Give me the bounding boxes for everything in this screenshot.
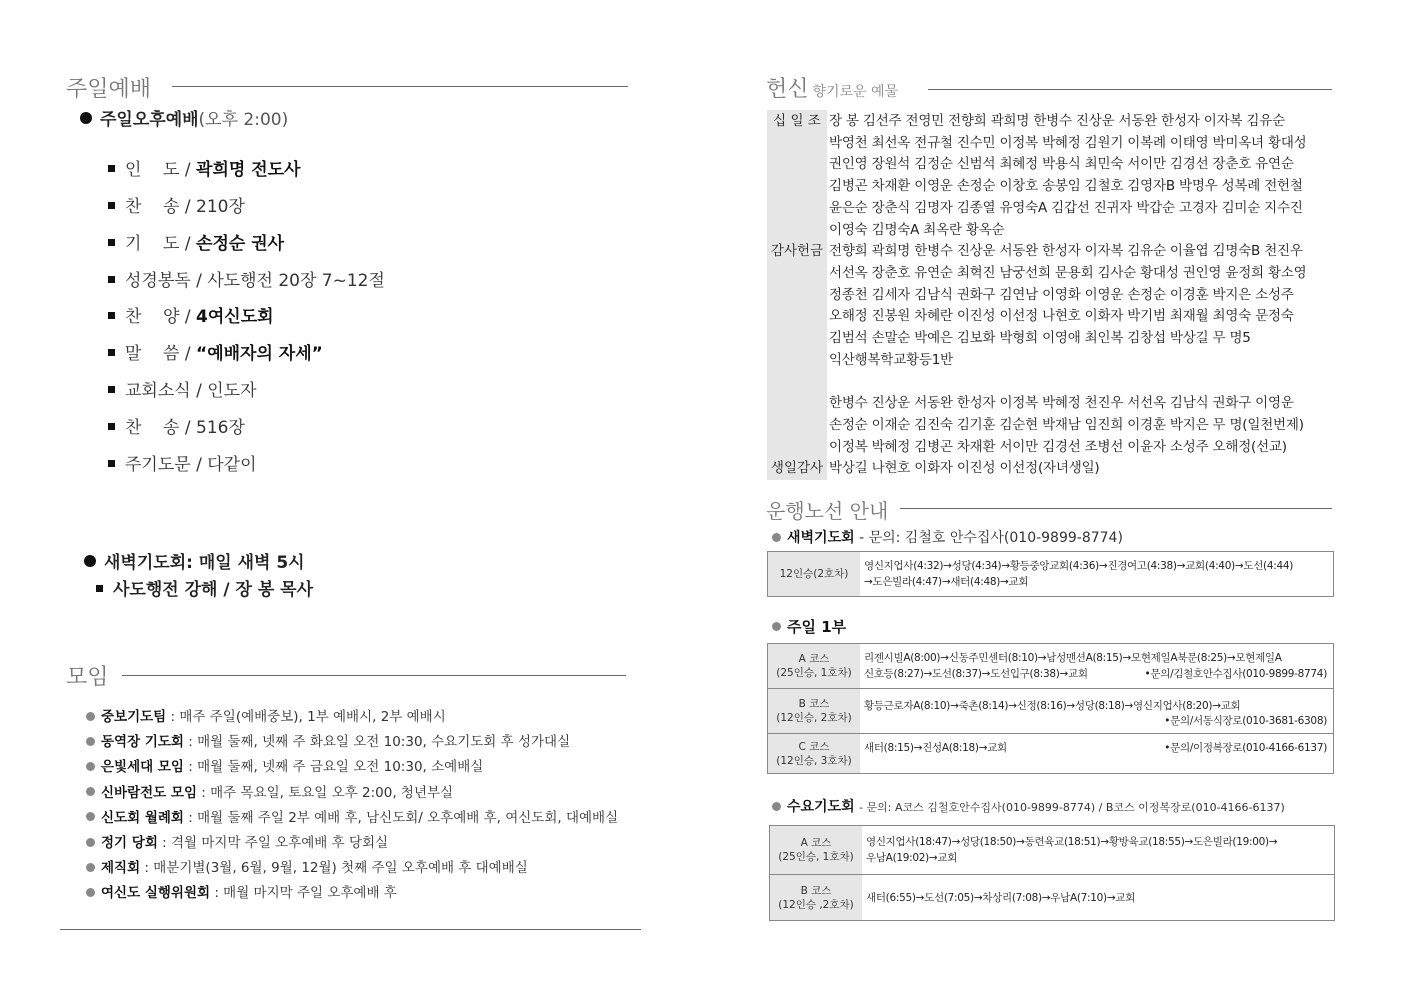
- bus-route-row: [768, 644, 1333, 688]
- bus-label-line: C 코스: [798, 740, 830, 753]
- bullet-icon: [86, 762, 95, 771]
- bus-label-line: B 코스: [798, 698, 830, 710]
- offering-names-line: 이영숙 김명숙A 최옥란 황옥순: [829, 221, 1005, 238]
- order-item: [108, 339, 323, 364]
- bus-route-contact: •문의/이정복장로(010-4166-6137): [1164, 742, 1327, 754]
- bus-route-stops: 리젠시빌A(8:00)→신동주민센터(8:10)→남성맨션A(8:15)→모현제일A북문(8:25)→모현제일A: [864, 652, 1282, 664]
- order-separator: /: [190, 455, 208, 475]
- bus-route-label: [768, 552, 860, 596]
- bullet-icon: [86, 838, 95, 847]
- bus-label-line: 12인승(2호차): [779, 568, 849, 580]
- meeting-item: [86, 831, 388, 851]
- meeting-desc: 매분기별(3월, 6월, 9월, 12월) 첫째 주일 오후예배 후 대예배실: [153, 860, 528, 877]
- service-name: 주일오후예배: [100, 110, 199, 130]
- order-item: [108, 155, 300, 180]
- offering-names-line: 익산행복학교황등1반: [829, 351, 953, 368]
- wednesday-bus-heading: [772, 796, 1285, 816]
- wednesday-bus-table: [769, 825, 1335, 921]
- bus-label-line: B 코스: [800, 884, 832, 897]
- square-bullet-icon: [108, 202, 115, 209]
- bus-route-stops: 영신지업사(18:47)→성당(18:50)→동련육교(18:51)→황방육교(18:55)→도은빌라(19:00)→: [866, 836, 1278, 848]
- meeting-desc: 매월 둘째, 넷째 주 화요일 오전 10:30, 수요기도회 후 성가대실: [197, 734, 571, 751]
- bottom-rule: [60, 929, 641, 930]
- bus-route-row: [770, 874, 1334, 920]
- meeting-name: 은빛세대 모임: [101, 759, 184, 776]
- bullet-icon: [772, 802, 781, 811]
- meeting-item: [86, 781, 453, 801]
- order-item: [108, 450, 257, 475]
- square-bullet-icon: [108, 312, 115, 319]
- offering-label-column: [767, 110, 827, 478]
- order-value: 다같이: [207, 455, 257, 475]
- order-value: 곽희명 전도사: [196, 160, 301, 180]
- meeting-separator: :: [183, 734, 198, 751]
- bus-route-label: [770, 875, 862, 920]
- bus-label-line: A 코스: [798, 653, 830, 665]
- offering-section-title: [766, 72, 898, 103]
- sunday-bus-heading: [772, 616, 846, 637]
- bus-route-stops: 새터(8:15)→진성A(8:18)→교회: [864, 742, 1007, 754]
- offering-names-line: 이정복 박혜정 김병곤 차재환 서이만 김경선 조병선 이윤자 소성주 오해정(선교): [829, 438, 1287, 455]
- meeting-item: [86, 881, 397, 901]
- service-heading: [80, 105, 288, 130]
- offering-names-line: 김병곤 차재환 이영운 손정순 이창호 송봉임 김철호 김영자B 박명우 성복례 전헌철: [829, 178, 1303, 195]
- bullet-icon: [86, 863, 95, 872]
- offering-names-line: 박상길 나현호 이화자 이진성 이선정(자녀생일): [829, 460, 1100, 477]
- order-label: 찬 양: [125, 307, 180, 327]
- order-separator: /: [179, 234, 197, 254]
- offering-names-line: 윤은순 장춘식 김명자 김종열 유영숙A 김갑선 진귀자 박갑순 고경자 김미순 지수진: [829, 199, 1303, 216]
- square-bullet-icon: [108, 460, 115, 467]
- dawn-detail-text: 사도행전 강해 / 장 봉 목사: [113, 580, 314, 600]
- meeting-item: [86, 806, 618, 826]
- bus-route-label: [768, 689, 860, 733]
- wednesday-bus-contact: - 문의: A코스 김철호안수집사(010-9899-8774) / B코스 이정복장로(010-4166-6137): [859, 801, 1285, 814]
- dawn-bus-table: [767, 551, 1334, 597]
- meetings-section-title: 모임: [66, 665, 109, 690]
- square-bullet-icon: [108, 349, 115, 356]
- bus-route-stops: 우남A(19:02)→교회: [866, 852, 958, 864]
- bus-route-stops: 영신지업사(4:32)→성당(4:34)→황등중앙교회(4:36)→진경여고(4:38)→교회(4:40)→도선(4:44): [864, 560, 1294, 572]
- meeting-separator: :: [157, 835, 172, 851]
- square-bullet-icon: [108, 239, 115, 246]
- bullet-icon: [86, 888, 95, 897]
- bus-route-stops: →도은빌라(4:47)→새터(4:48)→교회: [864, 576, 1029, 588]
- dawn-prayer-heading: [84, 548, 305, 573]
- order-value: 516장: [196, 418, 245, 438]
- order-item: [108, 266, 385, 291]
- offering-title-rule: [928, 89, 1332, 90]
- bus-route-label: [768, 644, 860, 688]
- order-label: 찬 송: [125, 197, 180, 217]
- offering-group-label: 십 일 조: [767, 111, 827, 133]
- meeting-item: [86, 730, 570, 750]
- bus-route-row: [768, 688, 1333, 733]
- bus-route-stops: 새터(6:55)→도선(7:05)→차상리(7:08)→우남A(7:10)→교회: [866, 892, 1136, 904]
- meeting-item: [86, 755, 483, 775]
- meeting-separator: :: [183, 809, 198, 826]
- meeting-name: 정기 당회: [101, 835, 158, 851]
- order-value: “예배자의 자세”: [196, 344, 323, 364]
- worship-section-title: 주일예배: [66, 77, 152, 102]
- meeting-separator: :: [166, 709, 180, 725]
- sunday-bus-title: 주일 1부: [787, 618, 847, 636]
- offering-title: 헌신: [766, 77, 809, 102]
- meetings-title-rule: [122, 675, 626, 676]
- meeting-name: 신도회 월례회: [101, 809, 184, 826]
- offering-names-line: 정종천 김세자 김남식 권화구 김연남 이영화 이영운 손정순 이경훈 박지은 소성주: [829, 286, 1294, 303]
- order-label: 기 도: [125, 234, 180, 254]
- bus-route-contact: •문의/김철호안수집사(010-9899-8774): [1144, 668, 1327, 680]
- bus-label-line: A 코스: [800, 837, 832, 849]
- offering-names-line: 전향희 곽희명 한병수 진상운 서동완 한성자 이자복 김유순 이율엽 김명숙B 천진우: [829, 243, 1303, 260]
- square-bullet-icon: [108, 276, 115, 283]
- offering-names-line: 김범석 손말순 박예은 김보화 박형희 이영애 최인복 김창섭 박상길 무 명5: [829, 330, 1251, 346]
- square-bullet-icon: [96, 585, 103, 592]
- bus-label-line: (12인승 ,2호차): [778, 898, 854, 911]
- meeting-separator: :: [140, 860, 154, 877]
- bus-route-stops: 황등근로자A(8:10)→죽촌(8:14)→신정(8:16)→성당(8:18)→영신지업사(8:20)→교회: [864, 699, 1241, 712]
- dawn-bus-title: 새벽기도회: [787, 530, 855, 546]
- meeting-desc: 매주 주일(예배중보), 1부 예배시, 2부 예배시: [179, 709, 446, 725]
- order-separator: /: [190, 271, 208, 291]
- order-label: 말 씀: [125, 344, 180, 364]
- order-value: 4여신도회: [196, 307, 274, 327]
- order-separator: /: [190, 381, 208, 401]
- square-bullet-icon: [108, 165, 115, 172]
- square-bullet-icon: [108, 423, 115, 430]
- order-separator: /: [179, 418, 197, 438]
- order-label: 성경봉독: [125, 271, 191, 291]
- meeting-desc: 격월 마지막 주일 오후예배 후 당회실: [171, 835, 389, 851]
- order-value: 사도행전 20장 7~12절: [207, 271, 385, 291]
- meeting-separator: :: [210, 885, 224, 902]
- worship-title-rule: [172, 86, 628, 87]
- order-separator: /: [179, 307, 197, 327]
- dawn-bus-contact: - 문의: 김철호 안수집사(010-9899-8774): [859, 530, 1123, 546]
- bus-route-row: [768, 552, 1333, 596]
- bus-title-rule: [900, 508, 1332, 509]
- order-label: 찬 송: [125, 418, 180, 438]
- meeting-name: 동역장 기도회: [101, 734, 184, 751]
- meeting-desc: 매주 목요일, 토요일 오후 2:00, 청년부실: [210, 784, 454, 801]
- offering-names-line: 한병수 진상운 서동완 한성자 이정복 박혜정 천진우 서선옥 김남식 권화구 이영운: [829, 395, 1294, 412]
- order-label: 주기도문: [125, 455, 191, 475]
- bus-section-title: 운행노선 안내: [766, 499, 889, 523]
- offering-group-label: 감사헌금: [767, 241, 827, 263]
- wednesday-bus-title: 수요기도회: [787, 799, 855, 815]
- offering-names-line: 오해정 진봉원 차혜란 이진성 이선정 나현호 이화자 박기범 최재월 최영숙 문정숙: [829, 308, 1294, 325]
- offering-names-line: 서선옥 장춘호 유연순 최혁진 남궁선희 문용회 김사순 황대성 권인영 윤정희 황소영: [829, 264, 1307, 281]
- order-separator: /: [179, 197, 197, 217]
- offering-names-line: 박영천 최선옥 전규철 진수민 이정복 박혜정 김원기 이복례 이태영 박미옥녀 황대성: [829, 134, 1307, 151]
- order-value: 210장: [196, 197, 245, 217]
- bus-route-label: [768, 734, 860, 773]
- bus-route-stops: 신호등(8:27)→도선(8:37)→도선입구(8:38)→교회: [864, 668, 1088, 680]
- order-item: [108, 376, 257, 401]
- bus-label-line: (12인승, 2호차): [776, 712, 852, 724]
- bus-label-line: (25인승, 1호차): [778, 851, 854, 863]
- bus-route-row: [768, 733, 1333, 773]
- meeting-name: 신바람전도 모임: [101, 784, 197, 801]
- order-label: 교회소식: [125, 381, 191, 401]
- order-label: 인 도: [125, 160, 180, 180]
- meeting-separator: :: [197, 784, 211, 801]
- sunday-bus-table: [767, 643, 1334, 774]
- bullet-icon: [86, 787, 95, 796]
- dawn-prayer-text: 새벽기도회: 매일 새벽 5시: [104, 553, 305, 573]
- bullet-icon: [80, 112, 92, 124]
- bullet-icon: [84, 555, 96, 567]
- offering-names-line: 권인영 장원석 김정순 신범석 최혜정 박용식 최민숙 서이만 김경선 장춘호 유연순: [829, 156, 1294, 173]
- order-item: [108, 229, 284, 254]
- bus-label-line: (25인승, 1호차): [776, 667, 852, 679]
- order-item: [108, 413, 245, 438]
- offering-group-label: 생일감사: [767, 458, 827, 480]
- order-value: 인도자: [207, 381, 257, 401]
- meeting-item: [86, 856, 528, 876]
- order-separator: /: [179, 344, 197, 364]
- bus-route-row: [770, 826, 1334, 874]
- bus-route-label: [770, 826, 862, 874]
- meeting-desc: 매월 둘째 주일 2부 예배 후, 남신도회/ 오후예배 후, 여신도회, 대예배실: [197, 809, 619, 826]
- order-item: [108, 192, 245, 217]
- service-time: (오후 2:00): [198, 110, 289, 130]
- offering-names-line: 장 봉 김선주 전영민 전향희 곽희명 한병수 진상운 서동완 한성자 이자복 김유순: [829, 113, 1285, 129]
- square-bullet-icon: [108, 386, 115, 393]
- order-separator: /: [179, 160, 197, 180]
- order-item: [108, 302, 274, 327]
- bus-label-line: (12인승, 3호차): [776, 754, 852, 767]
- bullet-icon: [772, 533, 781, 542]
- meeting-separator: :: [183, 759, 198, 776]
- offering-subtitle: 향기로운 예물: [812, 84, 899, 100]
- bullet-icon: [86, 812, 95, 821]
- offering-names-line: 손정순 이재순 김진숙 김기훈 김순현 박재남 임진희 이경훈 박지은 무 명(일천번제): [829, 416, 1304, 433]
- bullet-icon: [86, 737, 95, 746]
- meeting-name: 중보기도팀: [101, 709, 167, 725]
- bullet-icon: [86, 712, 95, 721]
- bullet-icon: [772, 622, 781, 631]
- meeting-desc: 매월 마지막 주일 오후예배 후: [223, 885, 397, 902]
- bus-route-contact: •문의/서동식장로(010-3681-6308): [1164, 714, 1327, 727]
- meeting-name: 여신도 실행위원회: [101, 885, 211, 902]
- order-value: 손정순 권사: [196, 234, 285, 254]
- meeting-name: 제직회: [101, 860, 141, 877]
- meeting-item: [86, 705, 446, 725]
- dawn-prayer-detail: [96, 575, 313, 600]
- dawn-bus-heading: [772, 527, 1123, 547]
- meeting-desc: 매월 둘째, 넷째 주 금요일 오전 10:30, 소예배실: [197, 759, 484, 776]
